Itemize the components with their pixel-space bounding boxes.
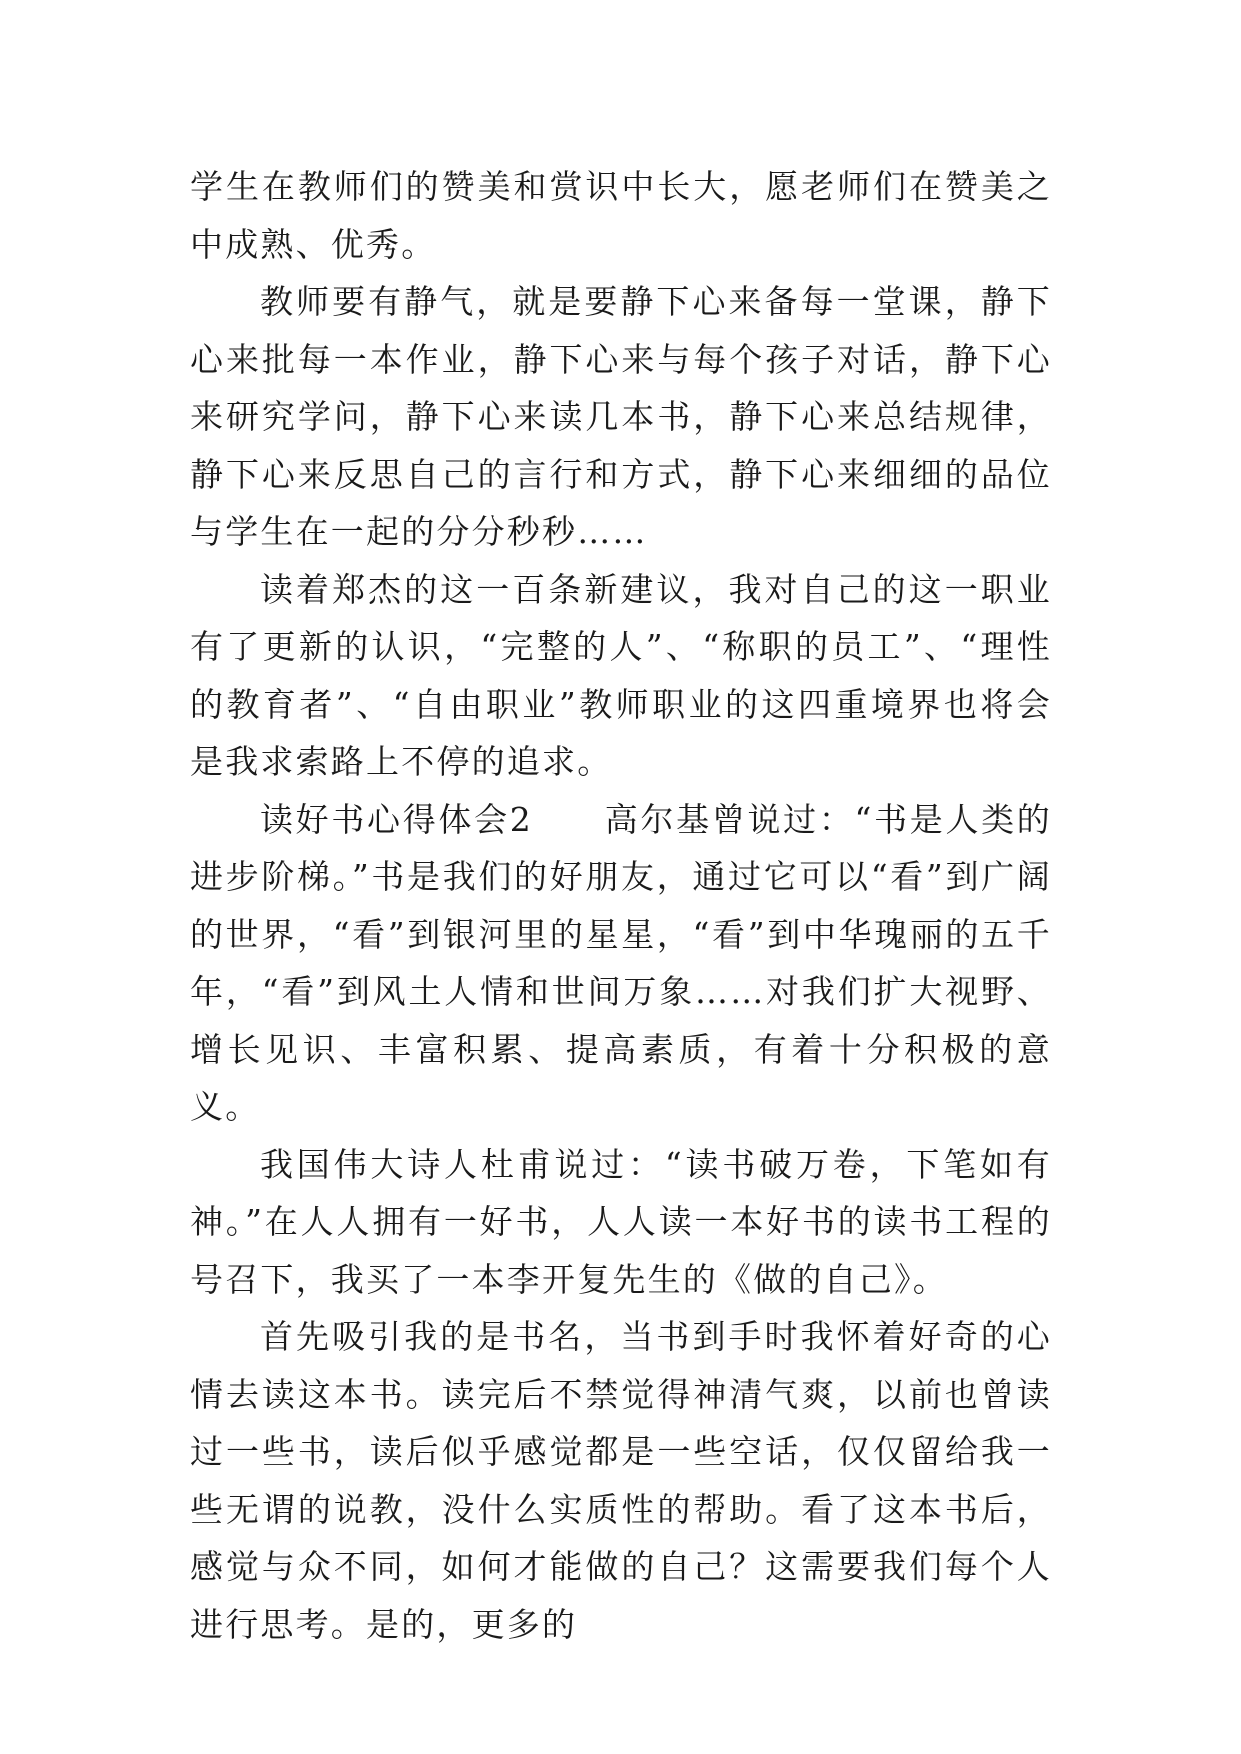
paragraph-2: 教师要有静气，就是要静下心来备每一堂课，静下心来批每一本作业，静下心来与每个孩子对话，静下心来研究学问，静下心来读几本书，静下心来总结规律，静下心来反思自己的言行和方式，静下心来细细的品位与学生在一起的分分秒秒…… <box>190 282 1052 551</box>
paragraph-1: 学生在教师们的赞美和赏识中长大，愿老师们在赞美之中成熟、优秀。 <box>190 167 1052 264</box>
document-body <box>190 158 1052 1653</box>
paragraph-4: 读好书心得体会2 高尔基曾说过：“书是人类的进步阶梯。”书是我们的好朋友，通过它可以“看”到广阔的世界，“看”到银河里的星星，“看”到中华瑰丽的五千年，“看”到风土人情和世间万象……对我们扩大视野、增长见识、丰富积累、提高素质，有着十分积极的意义。 <box>190 799 1052 1126</box>
paragraph-5: 我国伟大诗人杜甫说过：“读书破万卷，下笔如有神。”在人人拥有一好书，人人读一本好书的读书工程的号召下，我买了一本李开复先生的《做的自己》。 <box>190 1144 1052 1299</box>
paragraph-6: 首先吸引我的是书名，当书到手时我怀着好奇的心情去读这本书。读完后不禁觉得神清气爽，以前也曾读过一些书，读后似乎感觉都是一些空话，仅仅留给我一些无谓的说教，没什么实质性的帮助。看了这本书后，感觉与众不同，如何才能做的自己？这需要我们每个人进行思考。是的，更多的 <box>190 1317 1052 1644</box>
paragraph-3: 读着郑杰的这一百条新建议，我对自己的这一职业有了更新的认识，“完整的人”、“称职的员工”、“理性的教育者”、“自由职业”教师职业的这四重境界也将会是我求索路上不停的追求。 <box>190 569 1052 781</box>
